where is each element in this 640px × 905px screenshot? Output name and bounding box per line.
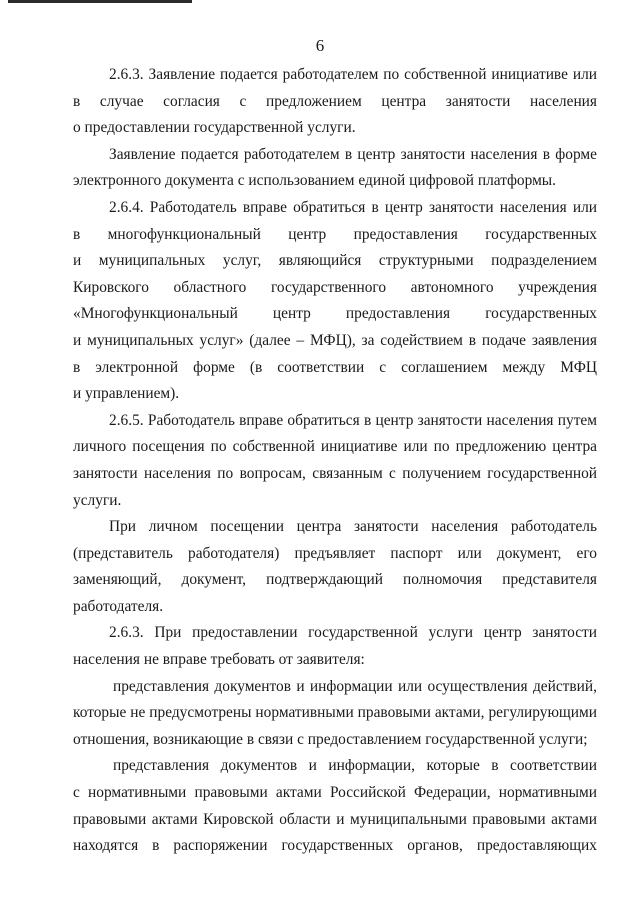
paragraph-line: «Многофункциональный центр предоставления государственных — [73, 305, 597, 323]
paragraph-line: занятости населения по вопросам, связанным с получением государственной — [73, 464, 597, 482]
paragraph — [73, 514, 597, 620]
paragraph-line: отношения, возникающие в связи с предоставлением государственной услуги; — [73, 730, 588, 748]
paragraph — [73, 753, 597, 859]
paragraph-line: и муниципальных услуг» (далее – МФЦ), за содействием в подаче заявления — [73, 331, 597, 349]
paragraph-line: заменяющий, документ, подтверждающий полномочия представителя — [73, 571, 597, 589]
paragraph-line: населения не вправе требовать от заявителя: — [73, 651, 365, 669]
paragraph-line: правовыми актами Кировской области и муниципальными правовыми актами — [73, 810, 597, 828]
paragraph-line: 2.6.5. Работодатель вправе обратиться в центр занятости населения путем — [109, 411, 597, 429]
paragraph — [73, 408, 597, 514]
paragraph-line: находятся в распоряжении государственных органов, предоставляющих — [73, 837, 597, 855]
paragraph-line: с нормативными правовыми актами Российской Федерации, нормативными — [73, 784, 597, 802]
paragraph-line: Заявление подается работодателем в центр занятости населения в форме — [109, 145, 597, 163]
paragraph-line: в многофункциональный центр предоставления государственных — [73, 225, 597, 243]
paragraph-line: услуги. — [73, 491, 122, 509]
paragraph-line: которые не предусмотрены нормативными правовыми актами, регулирующими — [73, 704, 597, 722]
paragraph-line: 2.6.4. Работодатель вправе обратиться в центр занятости населения или — [109, 198, 597, 216]
paragraph-line: и муниципальных услуг, являющийся структурными подразделением — [73, 252, 597, 270]
paragraph — [73, 195, 597, 408]
paragraph-line: При личном посещении центра занятости населения работодатель — [109, 518, 597, 536]
document-body — [73, 62, 597, 860]
paragraph — [73, 674, 597, 754]
paragraph-line: представления документов и информации или осуществления действий, — [113, 677, 597, 695]
paragraph-line: 2.6.3. При предоставлении государственной услуги центр занятости — [109, 624, 597, 642]
paragraph-line: личного посещения по собственной инициативе или по предложению центра — [73, 438, 597, 456]
paragraph-line: представления документов и информации, которые в соответствии — [113, 757, 597, 775]
paragraph-line: о предоставлении государственной услуги. — [73, 119, 356, 137]
paragraph-line: Кировского областного государственного автономного учреждения — [73, 278, 597, 296]
page-number: 6 — [315, 36, 325, 55]
paragraph-line: 2.6.3. Заявление подается работодателем по собственной инициативе или — [109, 66, 597, 83]
paragraph — [73, 142, 597, 195]
paragraph — [73, 62, 597, 142]
paragraph-line: электронного документа с использованием единой цифровой платформы. — [73, 172, 556, 190]
top-edge-rule — [8, 0, 192, 3]
paragraph — [73, 620, 597, 673]
paragraph-line: в электронной форме (в соответствии с соглашением между МФЦ — [73, 358, 597, 376]
paragraph-line: работодателя. — [73, 597, 164, 615]
paragraph-line: и управлением). — [73, 385, 180, 403]
paragraph-line: (представитель работодателя) предъявляет паспорт или документ, его — [73, 544, 597, 562]
paragraph-line: в случае согласия с предложением центра занятости населения — [73, 92, 597, 110]
